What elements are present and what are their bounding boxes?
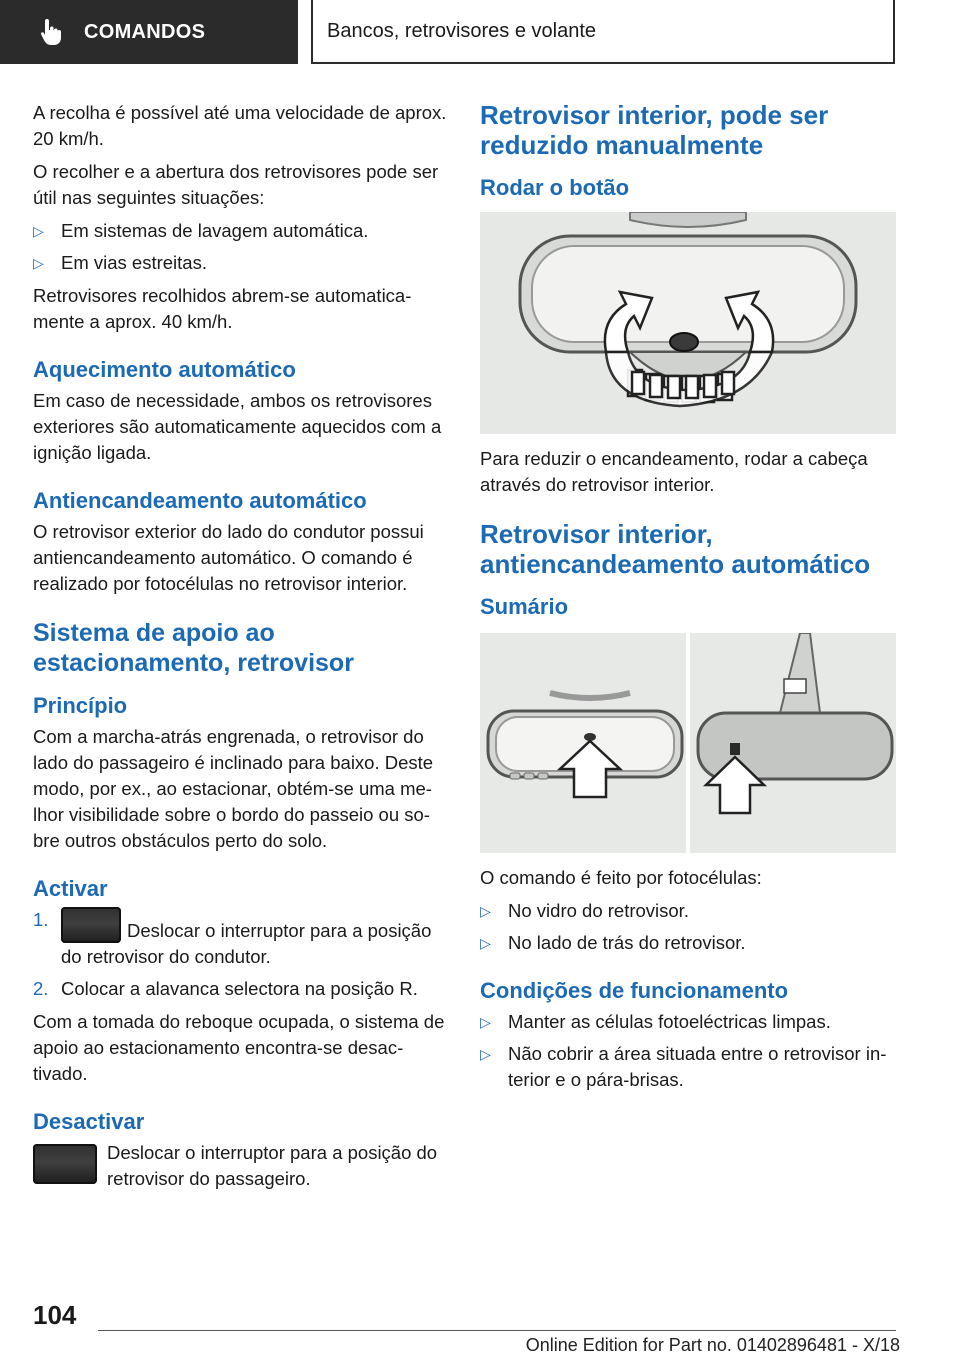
summary-list — [480, 898, 896, 956]
right-column — [480, 100, 896, 1100]
triangle-bullet-icon: ▷ — [33, 223, 44, 239]
triangle-bullet-icon: ▷ — [480, 935, 491, 951]
section-tab — [0, 0, 298, 64]
deactivate-block — [33, 1140, 449, 1199]
heating-heading: Aquecimento automático — [33, 357, 296, 382]
chapter-tab — [311, 0, 895, 64]
chapter-label: Bancos, retrovisores e volante — [327, 19, 597, 42]
deactivate-paragraph: Deslocar o interruptor para a posição do retrovisor do passageiro. — [107, 1142, 438, 1189]
intro-paragraph-2: O recolher e a abertura dos retrovisores pode ser útil nas seguintes situações: — [33, 161, 439, 208]
auto-mirror-heading: Retrovisor interior, antiencandeamento automático — [480, 519, 871, 579]
deactivate-heading: Desactivar — [33, 1109, 145, 1134]
list-item: ▷ Não cobrir a área situada entre o retrovisor in-terior e o pára-brisas. — [480, 1043, 887, 1090]
mirror-switch-icon — [33, 1144, 97, 1184]
conditions-list — [480, 1009, 896, 1093]
photocell-illustration — [480, 633, 896, 853]
trailer-paragraph: Com a tomada do reboque ocupada, o sistema de apoio ao estacionamento encontra-se desac-tivado. — [33, 1011, 445, 1084]
list-item: ▷ Em sistemas de lavagem automática. — [33, 218, 449, 244]
mirror-switch-icon — [61, 907, 121, 943]
list-item: ▷ No vidro do retrovisor. — [480, 898, 896, 924]
intro-paragraph-3: Retrovisores recolhidos abrem-se automatica-mente a aprox. 40 km/h. — [33, 285, 412, 332]
mirror-rotate-image — [480, 212, 896, 434]
triangle-bullet-icon: ▷ — [480, 1046, 491, 1062]
principle-heading: Princípio — [33, 693, 128, 718]
list-item: ▷ No lado de trás do retrovisor. — [480, 930, 896, 956]
antiglare-heading: Antiencandeamento automático — [33, 488, 367, 513]
triangle-bullet-icon: ▷ — [33, 255, 44, 271]
rotate-knob-illustration — [480, 212, 896, 434]
mirror-photocell-image — [480, 633, 896, 853]
summary-heading: Sumário — [480, 594, 569, 619]
list-item: ▷ Em vias estreitas. — [33, 250, 449, 276]
footer-divider — [98, 1330, 896, 1331]
situations-list — [33, 218, 449, 276]
antiglare-paragraph: O retrovisor exterior do lado do condutor possui antiencandeamento automático. O comando é realizado por fotocélulas no retrovisor interior. — [33, 521, 424, 594]
step-item: 1. Deslocar o interruptor para a posição do retrovisor do condutor. — [33, 909, 432, 967]
activate-heading: Activar — [33, 876, 108, 901]
conditions-heading: Condições de funcionamento — [480, 978, 789, 1003]
triangle-bullet-icon: ▷ — [480, 903, 491, 919]
step-item: 2. Colocar a alavanca selectora na posição R. — [33, 978, 418, 999]
parking-heading: Sistema de apoio ao estacionamento, retrovisor — [33, 619, 354, 677]
rotate-heading: Rodar o botão — [480, 175, 630, 200]
section-label: COMANDOS — [84, 20, 206, 43]
manual-mirror-heading: Retrovisor interior, pode ser reduzido manualmente — [480, 100, 829, 160]
page-number: 104 — [33, 1300, 77, 1330]
principle-paragraph: Com a marcha-atrás engrenada, o retrovisor do lado do passageiro é inclinado para baixo. Deste modo, por ex., ao estacionar, obtém-se uma me-lhor visibilidade sobre o bordo do passeio ou so-bre outros obstáculos perto do solo. — [33, 726, 434, 851]
list-item: ▷ Manter as células fotoeléctricas limpas. — [480, 1009, 896, 1035]
rotate-caption: Para reduzir o encandeamento, rodar a cabeça através do retrovisor interior. — [480, 448, 868, 495]
activate-steps — [33, 907, 449, 1002]
left-column — [33, 100, 449, 1199]
hand-pointer-icon — [40, 18, 62, 46]
triangle-bullet-icon: ▷ — [480, 1014, 491, 1030]
summary-paragraph: O comando é feito por fotocélulas: — [480, 867, 762, 888]
heating-paragraph: Em caso de necessidade, ambos os retrovisores exteriores são automaticamente aquecidos com a ignição ligada. — [33, 390, 442, 463]
edition-note: Online Edition for Part no. 01402896481 - X/18 — [525, 1335, 900, 1355]
intro-paragraph-1: A recolha é possível até uma velocidade de aprox. 20 km/h. — [33, 102, 447, 149]
